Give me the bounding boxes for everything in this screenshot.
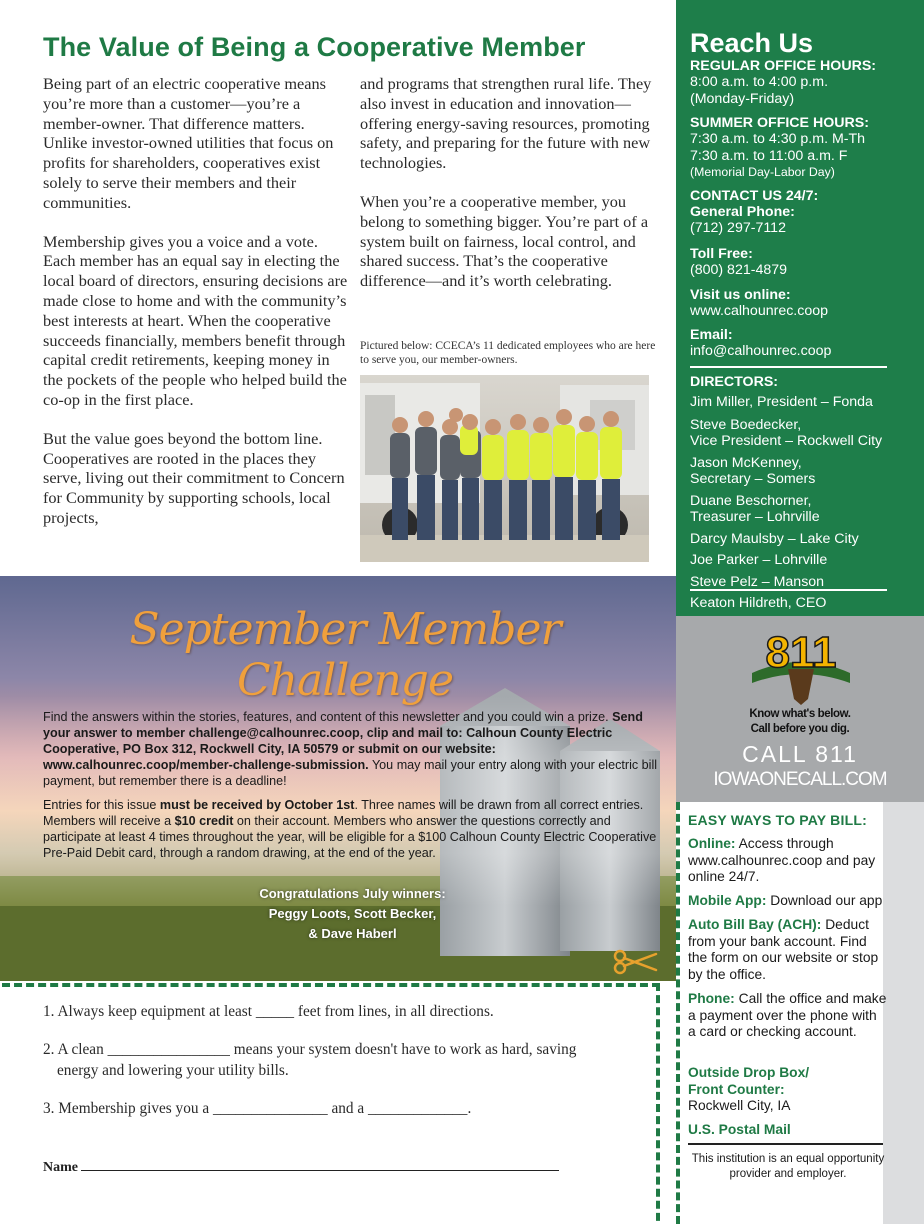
summer-hours-line: 7:30 a.m. to 11:00 a.m. F bbox=[690, 147, 848, 164]
regular-hours-heading: REGULAR OFFICE HOURS: bbox=[690, 58, 877, 74]
pay-drop-box-text: Rockwell City, IA bbox=[688, 1098, 791, 1113]
pay-mobile-label: Mobile App: bbox=[688, 893, 767, 908]
pay-drop-box-label: Outside Drop Box/ Front Counter: bbox=[688, 1065, 810, 1097]
director: Darcy Maulsby – Lake City bbox=[690, 530, 859, 547]
winners-heading: Congratulations July winners: bbox=[259, 886, 446, 901]
article bbox=[0, 0, 676, 576]
general-phone[interactable]: (712) 297-7112 bbox=[690, 220, 786, 236]
divider bbox=[690, 589, 887, 591]
pay-mobile-text: Download our app bbox=[770, 893, 883, 908]
member-challenge-banner bbox=[0, 576, 676, 981]
cut-line bbox=[676, 802, 680, 1224]
pay-ach-label: Auto Bill Bay (ACH): bbox=[688, 917, 822, 932]
question-3: 3. Membership gives you a _______________ and a _____________. bbox=[43, 1100, 472, 1117]
scissors-icon bbox=[612, 948, 658, 976]
question-1: 1. Always keep equipment at least _____ feet from lines, in all directions. bbox=[43, 1003, 494, 1020]
challenge-title: September Member Challenge bbox=[129, 604, 561, 706]
regular-hours bbox=[690, 58, 916, 107]
811-logo-text: 811 bbox=[765, 628, 837, 677]
name-field[interactable] bbox=[43, 1159, 559, 1176]
pay-ach bbox=[688, 917, 888, 983]
iowa-one-call-site[interactable]: IOWAONECALL.COM bbox=[713, 769, 887, 790]
pay-mobile bbox=[688, 893, 888, 910]
regular-hours-days: (Monday-Friday) bbox=[690, 90, 795, 107]
pay-online bbox=[688, 836, 888, 886]
article-paragraph: When you’re a cooperative member, you belong to something bigger. You’re part of a system built on fairness, local control, and shared success. That’s the cooperative difference—and it’s worth celebrating. bbox=[360, 191, 649, 291]
challenge-address: Send your answer to member challenge@calhounrec.coop, clip and mail to: Calhoun County Electric Cooperative, PO Box 312, Rockwell City, IA 50579 or submit on our website: www.calhounrec.coop/member-challenge-submission. bbox=[43, 710, 643, 772]
challenge-intro-tail: You may mail your entry along with your electric bill payment, but remember there is a deadline! bbox=[43, 758, 658, 788]
pay-phone-label: Phone: bbox=[688, 991, 735, 1006]
winners-block bbox=[200, 884, 505, 944]
call-811: CALL 811 bbox=[742, 741, 858, 767]
director-role: Secretary – Somers bbox=[690, 471, 816, 487]
gray-margin bbox=[883, 802, 924, 1224]
directors-heading: DIRECTORS: bbox=[690, 374, 779, 390]
divider bbox=[688, 1143, 883, 1145]
equal-opportunity-statement: This institution is an equal opportunity provider and employer. bbox=[691, 1153, 885, 1180]
summer-hours bbox=[690, 115, 916, 180]
email-heading: Email: bbox=[690, 327, 733, 343]
question-2-line: 2. A clean ________________ means your system doesn't have to work as hard, saving bbox=[43, 1041, 577, 1058]
article-title: The Value of Being a Cooperative Member bbox=[43, 32, 586, 62]
website bbox=[690, 287, 916, 320]
pay-mail bbox=[688, 1122, 888, 1139]
director: Jim Miller, President – Fonda bbox=[690, 394, 873, 410]
pay-bill-panel bbox=[676, 802, 924, 1224]
article-paragraph: Being part of an electric cooperative means you’re more than a customer—you’re a member-owner. That difference matters. Unlike investor-owned utilities that focus on profits for shareholders, cooperatives exist solely to serve their members and their communities. bbox=[43, 74, 334, 212]
director-role: Vice President – Rockwell City bbox=[690, 433, 883, 449]
website-link[interactable]: www.calhounrec.coop bbox=[690, 303, 829, 319]
divider bbox=[690, 366, 887, 368]
pay-mail-label: U.S. Postal Mail bbox=[688, 1122, 791, 1137]
challenge-instructions bbox=[43, 709, 659, 869]
entries-text: Entries for this issue bbox=[43, 798, 157, 812]
director: Steve Pelz – Manson bbox=[690, 573, 825, 590]
director: Joe Parker – Lohrville bbox=[690, 552, 828, 568]
pay-online-text: Access through www.calhounrec.coop and pay online 24/7. bbox=[688, 836, 876, 884]
regular-hours-time: 8:00 a.m. to 4:00 p.m. bbox=[690, 74, 829, 90]
website-heading: Visit us online: bbox=[690, 287, 791, 303]
challenge-intro: Find the answers within the stories, features, and content of this newsletter and you could win a prize. bbox=[43, 710, 609, 724]
entries-text: . Three names will be drawn from all correct entries. Members will receive a bbox=[43, 798, 644, 828]
know-whats-below-line: Know what's below. bbox=[749, 708, 851, 720]
pay-drop-box bbox=[688, 1065, 888, 1115]
summer-hours-heading: SUMMER OFFICE HOURS: bbox=[690, 115, 869, 131]
summer-hours-note: (Memorial Day-Labor Day) bbox=[690, 165, 835, 179]
name-blank[interactable] bbox=[81, 1159, 559, 1171]
email-block bbox=[690, 327, 916, 360]
summer-hours-line: 7:30 a.m. to 4:30 p.m. M-Th bbox=[690, 131, 866, 147]
article-right-column bbox=[360, 74, 660, 310]
reach-us-sidebar bbox=[676, 0, 924, 616]
pay-phone-text: Call the office and make a payment over the phone with a card or checking account. bbox=[688, 991, 887, 1039]
challenge-coupon bbox=[0, 981, 676, 1224]
call-before-dig-line: Call before you dig. bbox=[750, 723, 850, 735]
entries-credit: $10 credit bbox=[174, 814, 234, 828]
contact bbox=[690, 188, 916, 237]
general-phone-heading: General Phone: bbox=[690, 204, 795, 220]
pay-ach-text: Deduct from your bank account. Find the form on our website or stop by the office. bbox=[688, 917, 879, 982]
directors bbox=[690, 374, 916, 590]
pay-phone bbox=[688, 991, 888, 1041]
811-logo-icon bbox=[746, 621, 856, 705]
call-811-panel bbox=[676, 616, 924, 802]
entries-deadline: must be received by October 1st bbox=[159, 798, 355, 812]
director: Jason McKenney, bbox=[690, 454, 802, 471]
winners-names: & Dave Haberl bbox=[308, 926, 397, 941]
pay-online-label: Online: bbox=[688, 836, 736, 851]
pay-bill-title: EASY WAYS TO PAY BILL: bbox=[688, 812, 867, 828]
reach-us-title: Reach Us bbox=[690, 28, 814, 58]
article-paragraph: Membership gives you a voice and a vote. Each member has an equal say in electing the local board of directors, ensuring decisions are made close to home and with the community’s best interests at heart. When the cooperative succeeds financially, members benefit through capital credit retirements, keeping money in the pockets of the people who helped build the co-op in the first place. bbox=[43, 231, 348, 409]
toll-free bbox=[690, 246, 916, 279]
director: Steve Boedecker, bbox=[690, 416, 802, 433]
winners-names: Peggy Loots, Scott Becker, bbox=[268, 906, 437, 921]
email-link[interactable]: info@calhounrec.coop bbox=[690, 343, 832, 359]
photo-caption: Pictured below: CCECA’s 11 dedicated employees who are here to serve you, our member-owners. bbox=[360, 340, 656, 366]
director-role: Treasurer – Lohrville bbox=[690, 509, 820, 525]
article-paragraph: But the value goes beyond the bottom line. Cooperatives are rooted in the places they serve, living out their commitment to Concern for Community by supporting schools, local projects, bbox=[43, 428, 345, 527]
article-paragraph: and programs that strengthen rural life. They also invest in education and innovation—offering energy-saving resources, promoting safety, and preparing for the future with new technologies. bbox=[360, 74, 652, 173]
article-left-column bbox=[43, 74, 349, 547]
toll-free-heading: Toll Free: bbox=[690, 246, 753, 262]
toll-free-phone[interactable]: (800) 821-4879 bbox=[690, 262, 788, 278]
know-whats-below bbox=[676, 707, 924, 737]
contact-heading: CONTACT US 24/7: bbox=[690, 188, 819, 204]
question-2 bbox=[43, 1039, 633, 1081]
director: Duane Beschorner, bbox=[690, 492, 812, 509]
entries-text: on their account. Members who answer the questions correctly and participate at least 4 times throughout the year, will be eligible for a $100 Calhoun County Electric Cooperative Pre-Paid Debit card, through a random drawing, at the end of the year. bbox=[43, 814, 657, 860]
ceo: Keaton Hildreth, CEO bbox=[690, 595, 827, 611]
name-label: Name bbox=[43, 1160, 78, 1175]
question-2-line: energy and lowering your utility bills. bbox=[57, 1062, 289, 1079]
employee-photo bbox=[360, 375, 649, 562]
